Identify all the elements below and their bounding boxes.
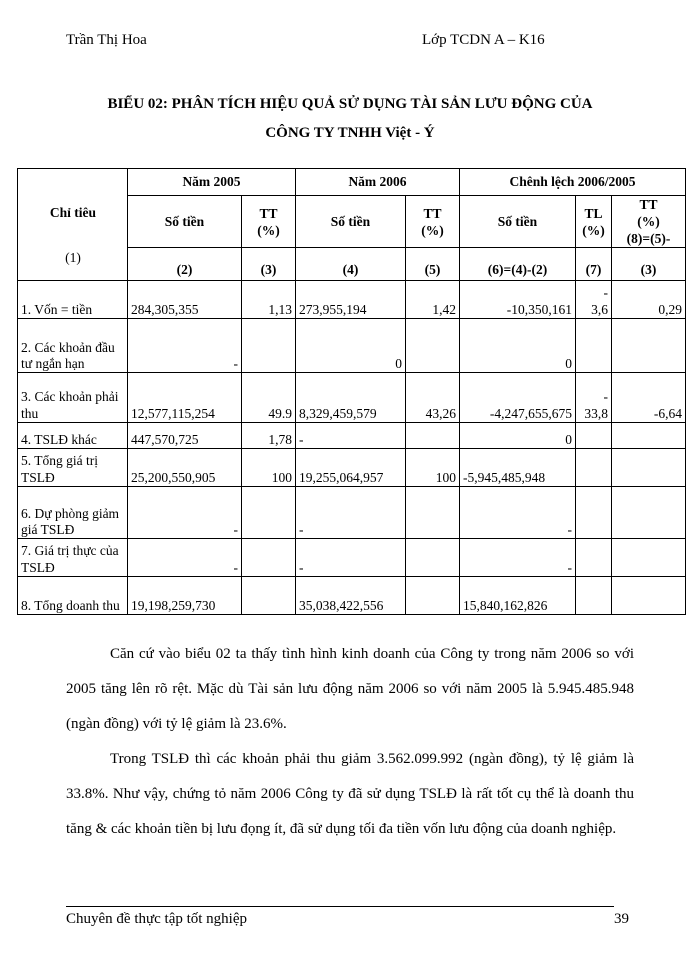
tt-diff — [612, 319, 686, 373]
tt-2006: 100 — [406, 449, 460, 487]
table-row — [18, 539, 686, 577]
group-header-2006: Năm 2006 — [296, 169, 460, 196]
tl-diff: - 3,6 — [576, 281, 612, 319]
tt-2006 — [406, 577, 460, 615]
row-label: 7. Giá trị thực của TSLĐ — [18, 539, 128, 577]
value-diff: -4,247,655,675 — [460, 373, 576, 423]
footer-divider — [66, 906, 614, 907]
tt-2006: 43,26 — [406, 373, 460, 423]
title-line-1: BIỂU 02: PHÂN TÍCH HIỆU QUẢ SỬ DỤNG TÀI SẢN LƯU ĐỘNG CỦA — [107, 96, 593, 112]
tt-2005 — [242, 487, 296, 539]
tt-diff: 0,29 — [612, 281, 686, 319]
col-number-5: (5) — [406, 248, 460, 281]
group-header-2005: Năm 2005 — [128, 169, 296, 196]
tt-2005: 100 — [242, 449, 296, 487]
col-number-3: (3) — [242, 248, 296, 281]
col-tl-diff: TL (%) — [576, 196, 612, 248]
indicator-col-number: (1) — [65, 250, 81, 265]
tl-diff: - 33,8 — [576, 373, 612, 423]
row-label: 1. Vốn = tiền — [18, 281, 128, 319]
tt-2006 — [406, 319, 460, 373]
value-2005: 25,200,550,905 — [128, 449, 242, 487]
value-2005: 284,305,355 — [128, 281, 242, 319]
tt-2005 — [242, 539, 296, 577]
table-row — [18, 449, 686, 487]
value-2006: 19,255,064,957 — [296, 449, 406, 487]
author-name: Trần Thị Hoa — [66, 32, 147, 48]
value-diff: 0 — [460, 423, 576, 449]
value-diff: 15,840,162,826 — [460, 577, 576, 615]
tt-2006 — [406, 423, 460, 449]
tt-2005: 1,13 — [242, 281, 296, 319]
table-row — [18, 487, 686, 539]
header-row-groups — [18, 169, 686, 196]
tt-diff — [612, 449, 686, 487]
table-row — [18, 423, 686, 449]
value-diff: - — [460, 539, 576, 577]
table-row — [18, 373, 686, 423]
value-2006: 35,038,422,556 — [296, 577, 406, 615]
analysis-paragraph-2: Trong TSLĐ thì các khoản phải thu giảm 3.562.099.992 (ngàn đồng), tỷ lệ giảm là 33.8%. Như vậy, chứng tỏ năm 2006 Công ty đã sử dụng TSLĐ là rất tốt cụ thể là doanh thu tăng & các khoản tiền bị lưu đọng ít, đã sử dụng tối đa tiền vốn lưu động của doanh nghiệp. — [66, 751, 634, 837]
title-line-2: CÔNG TY TNHH Việt - Ý — [265, 125, 435, 141]
document-title — [60, 90, 640, 148]
col-tt-diff: TT (%) (8)=(5)- — [612, 196, 686, 248]
value-diff: - — [460, 487, 576, 539]
tl-diff — [576, 487, 612, 539]
row-label: 6. Dự phòng giảm giá TSLĐ — [18, 487, 128, 539]
tt-2006 — [406, 539, 460, 577]
col-tt-2006: TT (%) — [406, 196, 460, 248]
col-number-7: (7) — [576, 248, 612, 281]
tt-diff — [612, 539, 686, 577]
class-name: Lớp TCDN A – K16 — [422, 32, 545, 48]
table-row — [18, 319, 686, 373]
col-amount-2005: Số tiền — [128, 196, 242, 248]
analysis-paragraph-1: Căn cứ vào biểu 02 ta thấy tình hình kinh doanh của Công ty trong năm 2006 so với 2005 tăng lên rõ rệt. Mặc dù Tài sản lưu động năm 2006 so với năm 2005 là 5.945.485.948 (ngàn đồng) với tỷ lệ giảm là 23.6%. — [66, 646, 634, 732]
tt-diff — [612, 423, 686, 449]
col-number-4: (4) — [296, 248, 406, 281]
row-label: 3. Các khoản phải thu — [18, 373, 128, 423]
value-2006: 0 — [296, 319, 406, 373]
tt-diff — [612, 577, 686, 615]
value-2006: 273,955,194 — [296, 281, 406, 319]
value-2005: 447,570,725 — [128, 423, 242, 449]
col-number-8: (3) — [612, 248, 686, 281]
row-label: 4. TSLĐ khác — [18, 423, 128, 449]
value-diff: -10,350,161 — [460, 281, 576, 319]
page-number: 39 — [614, 911, 629, 927]
footer-label: Chuyên đề thực tập tốt nghiệp — [66, 911, 248, 927]
tt-2005 — [242, 319, 296, 373]
tt-2006 — [406, 487, 460, 539]
tt-2005 — [242, 577, 296, 615]
value-2006: 8,329,459,579 — [296, 373, 406, 423]
tl-diff — [576, 449, 612, 487]
asset-analysis-table — [17, 168, 686, 615]
value-2006: - — [296, 423, 406, 449]
row-label: 2. Các khoản đầu tư ngắn hạn — [18, 319, 128, 373]
tt-2005: 1,78 — [242, 423, 296, 449]
tl-diff — [576, 423, 612, 449]
tl-diff — [576, 539, 612, 577]
tl-diff — [576, 577, 612, 615]
value-2005: - — [128, 487, 242, 539]
value-2005: 19,198,259,730 — [128, 577, 242, 615]
col-amount-2006: Số tiền — [296, 196, 406, 248]
col-number-2: (2) — [128, 248, 242, 281]
tl-diff — [576, 319, 612, 373]
value-2005: 12,577,115,254 — [128, 373, 242, 423]
row-label: 8. Tổng doanh thu — [18, 577, 128, 615]
row-label: 5. Tổng giá trị TSLĐ — [18, 449, 128, 487]
value-2006: - — [296, 487, 406, 539]
col-tt-2005: TT (%) — [242, 196, 296, 248]
group-header-diff: Chênh lệch 2006/2005 — [460, 169, 686, 196]
value-diff: 0 — [460, 319, 576, 373]
col-amount-diff: Số tiền — [460, 196, 576, 248]
value-2006: - — [296, 539, 406, 577]
tt-diff — [612, 487, 686, 539]
value-2005: - — [128, 319, 242, 373]
col-number-6: (6)=(4)-(2) — [460, 248, 576, 281]
indicator-header-label: Chỉ tiêu — [49, 205, 97, 220]
table-row — [18, 577, 686, 615]
value-diff: -5,945,485,948 — [460, 449, 576, 487]
tt-2005: 49.9 — [242, 373, 296, 423]
tt-2006: 1,42 — [406, 281, 460, 319]
table-row — [18, 281, 686, 319]
tt-diff: -6,64 — [612, 373, 686, 423]
value-2005: - — [128, 539, 242, 577]
